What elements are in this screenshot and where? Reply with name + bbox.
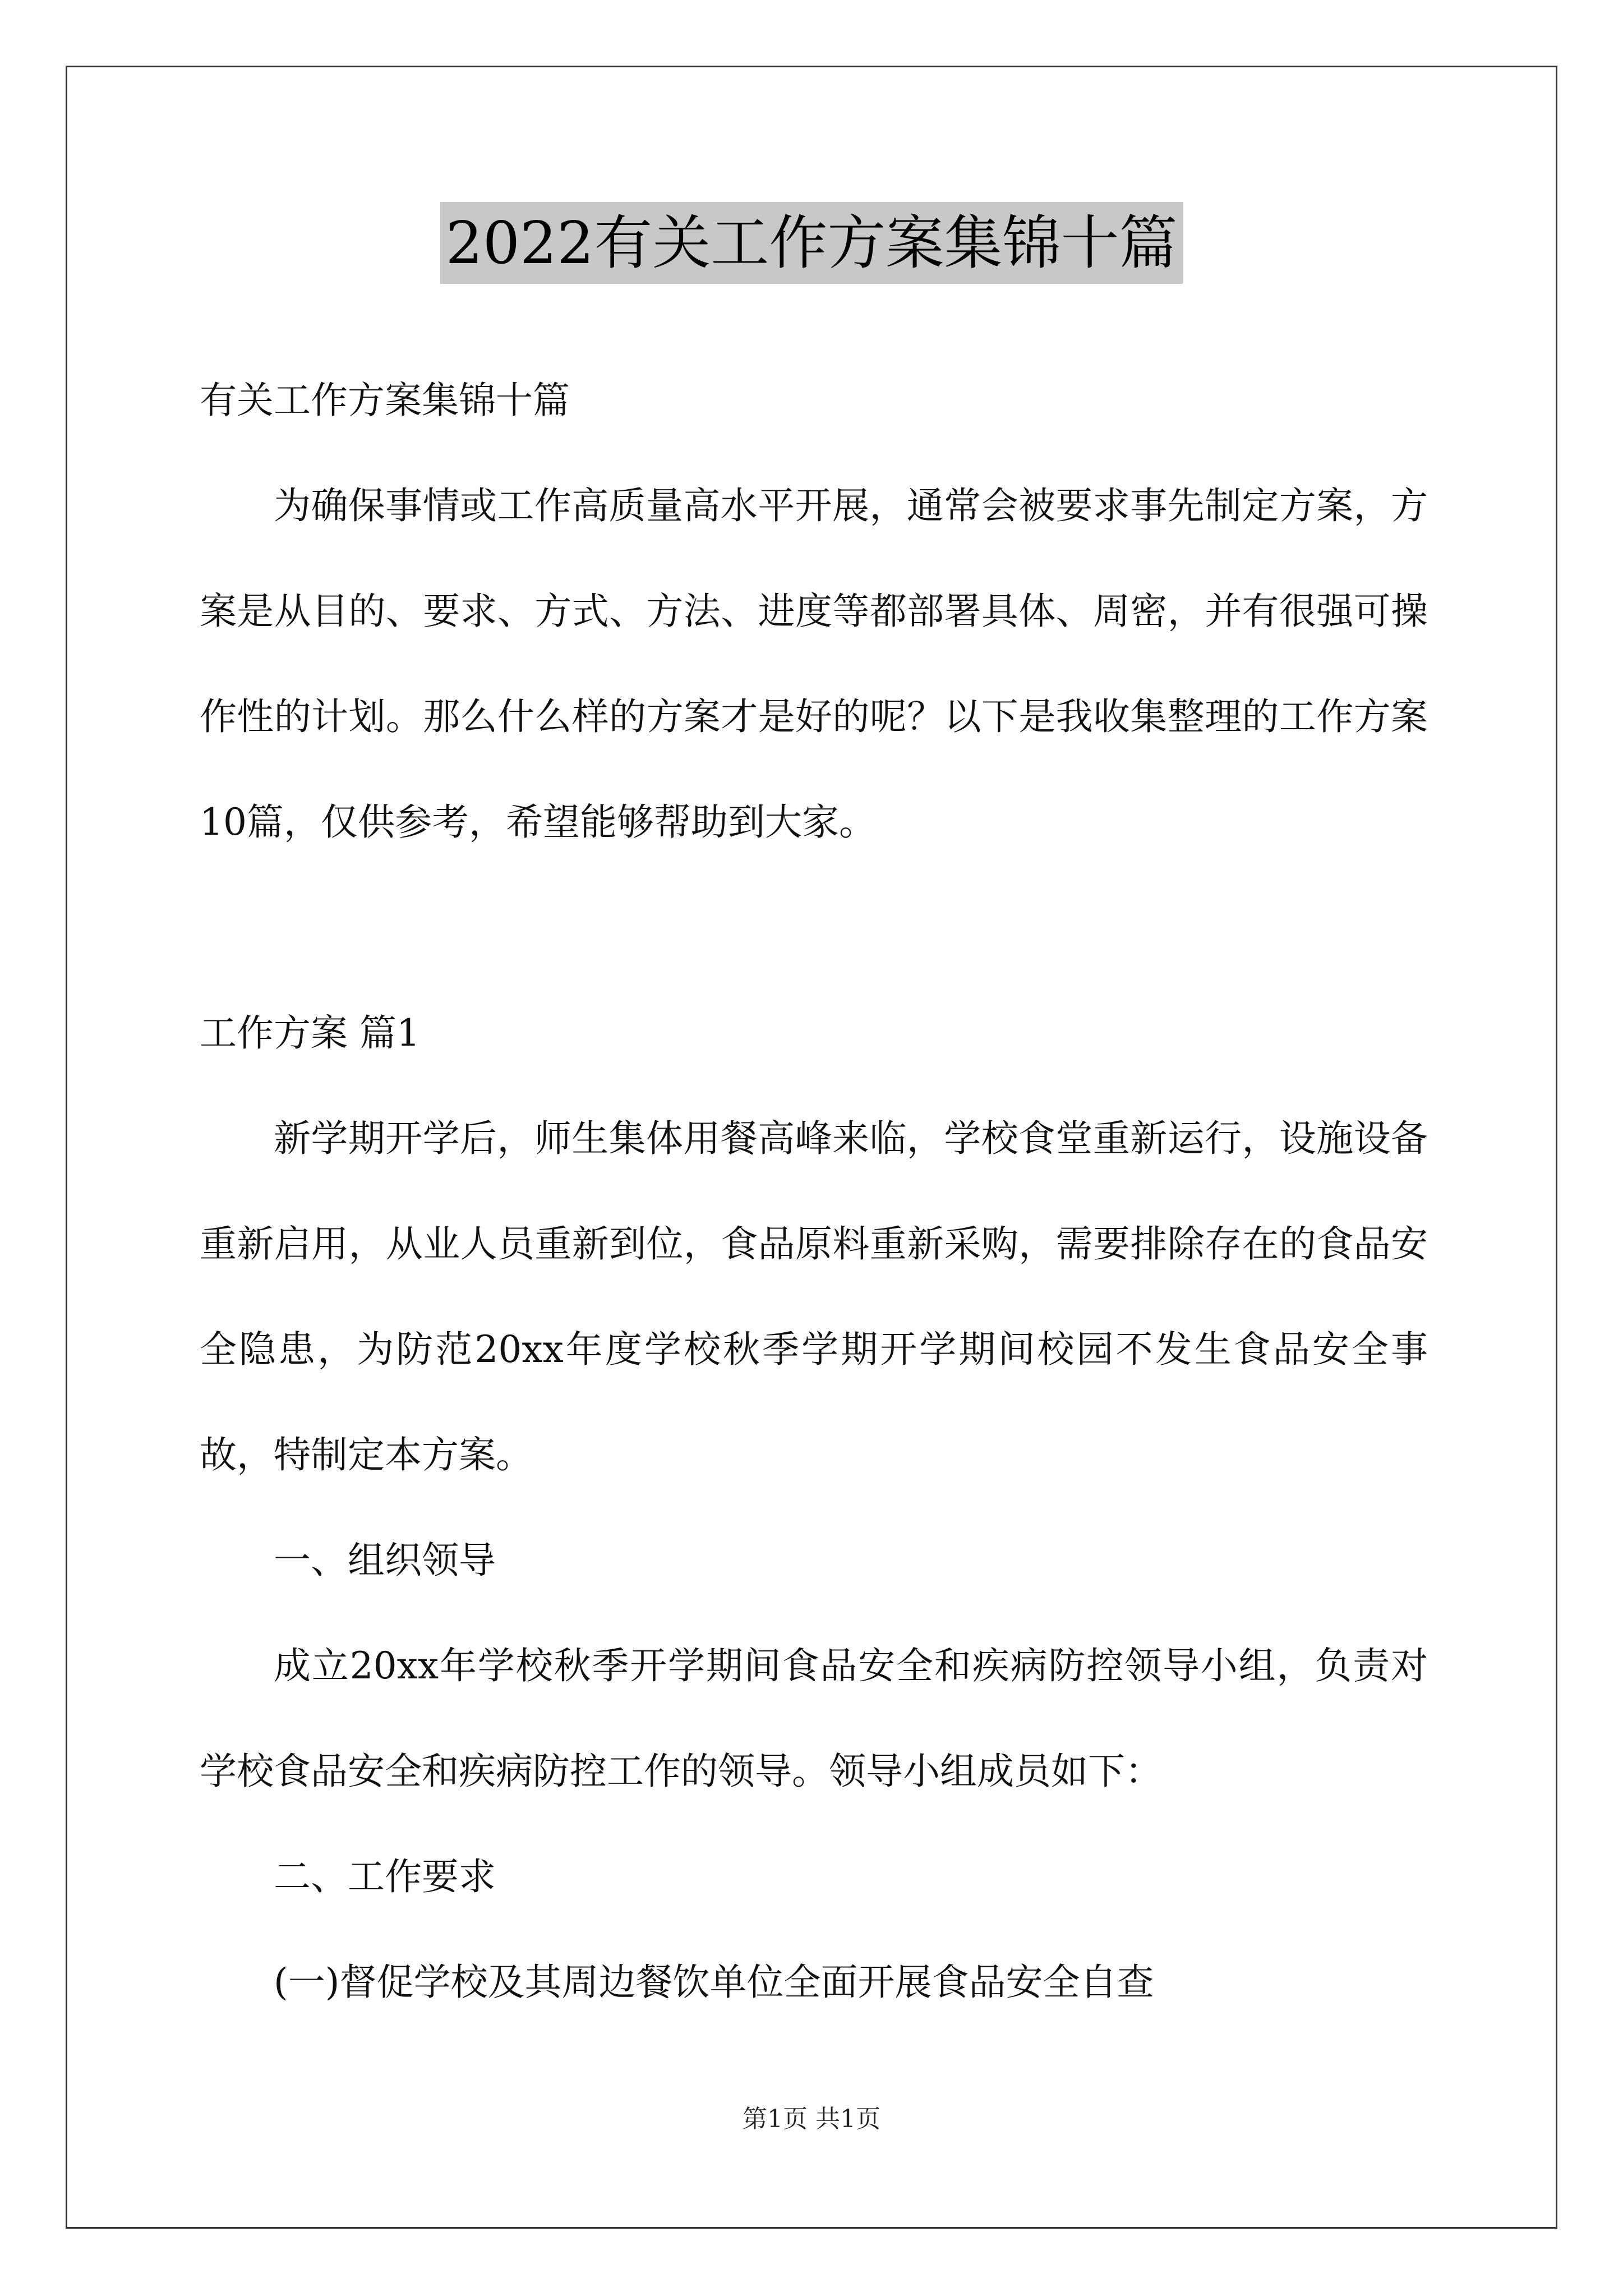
intro-paragraph: 为确保事情或工作高质量高水平开展，通常会被要求事先制定方案，方案是从目的、要求、方式、方法、进度等都部署具体、周密，并有很强可操作性的计划。那么什么样的方案才是好的呢？以下是我收集整理的工作方案10篇，仅供参考，希望能够帮助到大家。 [200,484,1428,844]
section-paragraph-2: 成立20xx年学校秋季开学期间食品安全和疾病防控领导小组，负责对学校食品安全和疾病防控工作的领导。领导小组成员如下： [200,1644,1428,1793]
section-paragraph-1: 新学期开学后，师生集体用餐高峰来临，学校食堂重新运行，设施设备重新启用，从业人员重新到位，食品原料重新采购，需要排除存在的食品安全隐患，为防范20xx年度学校秋季学期开学期间校园不发生食品安全事故，特制定本方案。 [200,1117,1428,1476]
heading-requirements: 二、工作要求 [274,1855,496,1898]
section-heading: 工作方案 篇1 [200,1011,420,1055]
sub-heading-self-check: (一)督促学校及其周边餐饮单位全面开展食品安全自查 [274,1961,1154,2004]
section-gap [200,875,1428,981]
document-subtitle: 有关工作方案集锦十篇 [200,379,570,422]
document-body [200,348,1428,2035]
document-title: 2022有关工作方案集锦十篇 [440,202,1183,284]
page-footer: 第1页 共1页 [743,2105,880,2133]
heading-organization: 一、组织领导 [274,1539,496,1582]
title-wrap [0,202,1623,284]
